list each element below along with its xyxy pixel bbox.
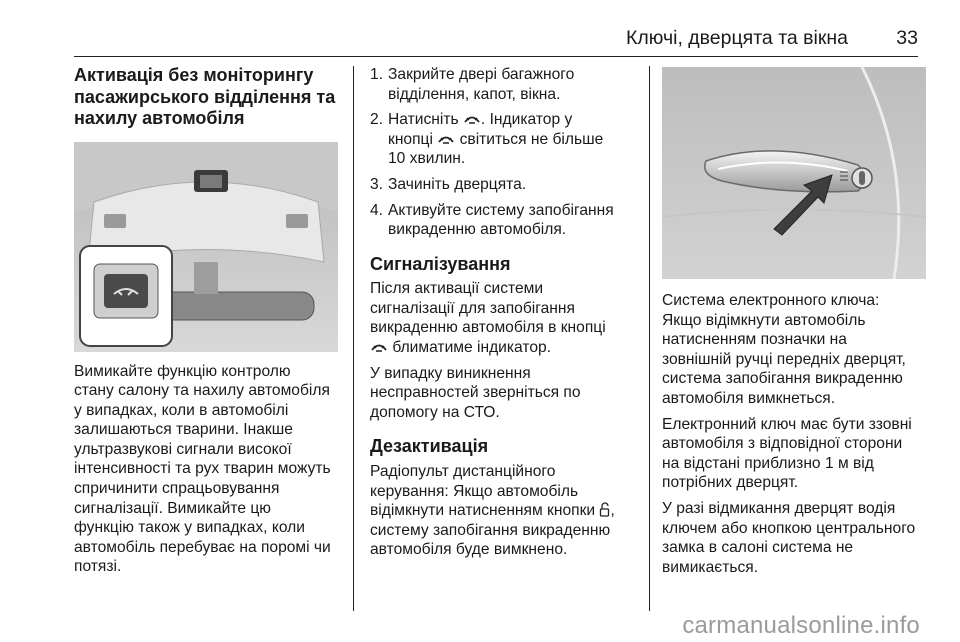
step-3: 3. Зачиніть дверцята. [370,175,527,193]
page-number: 33 [896,27,918,49]
key-distance-text: Електронний ключ має бути ззовні автомобіля з відповідної сторони на відстані приблизно 1 м від потрібних дверцят. [662,415,912,492]
car-tilt-icon [437,133,455,145]
column-3 [662,65,920,577]
header-rule [74,56,918,57]
column-2 [370,65,632,560]
electronic-key-text: Система електронного ключа: Якщо відімкнути автомобіль натисненням позначки на зовнішній ручці передніх дверцят, система запобігання викраденню автомобіля вимкнеться. [662,292,906,407]
unlock-icon [599,502,610,517]
step-4: 4. Активуйте систему запобігання викраденню автомобіля. [370,201,614,239]
deactivation-text: Радіопульт дистанційного керування: Якщо автомобіль відімкнути натисненням кнопки , систему запобігання викраденню автомобіля буде вимкнено. [370,462,615,559]
car-tilt-icon [463,113,481,125]
section-heading-alarm: Сигналізування [370,253,511,274]
column-1 [74,65,344,577]
section-heading-no-monitoring: Активація без моніторингу пасажирського відділення та нахилу автомобіля [74,65,336,128]
malfunction-text: У випадку виникнення несправностей зверніться по допомогу на СТО. [370,364,581,421]
no-monitoring-text: Вимикайте функцію контролю стану салону та нахилу автомобіля у випадках, коли в автомобілі залишаються тварини. Інакше ультразвукові сигнали високої інтенсивності та рух тварин можуть спричинити спрацьовування сигналізації. Вимикайте цю функцію також у випадках, коли автомобіль перебуває на поромі чи потязі. [74,362,331,576]
activation-steps [370,65,632,240]
alarm-text: Після активації системи сигналізації для запобігання викраденню автомобіля в кнопці блиматиме індикатор. [370,280,606,357]
column-divider-left [353,66,354,611]
watermark: carmanualsonline.info [682,612,920,639]
interior-roof-console-photo [74,142,338,352]
section-heading-deactivation: Дезактивація [370,436,489,457]
step-2: 2. Натисніть . Індикатор у кнопці світиться не більше 10 хвилин. [370,111,604,168]
column-divider-right [649,66,650,611]
door-handle-illustration [662,67,926,279]
header-title: Ключі, дверцята та вікна [626,27,848,49]
step-1: 1. Закрийте двері багажного відділення, капот, вікна. [370,66,575,103]
car-tilt-icon [370,341,388,353]
driver-door-text: У разі відмикання дверцят водія ключем або кнопкою центрального замка в салоні система не вимикається. [662,499,916,576]
